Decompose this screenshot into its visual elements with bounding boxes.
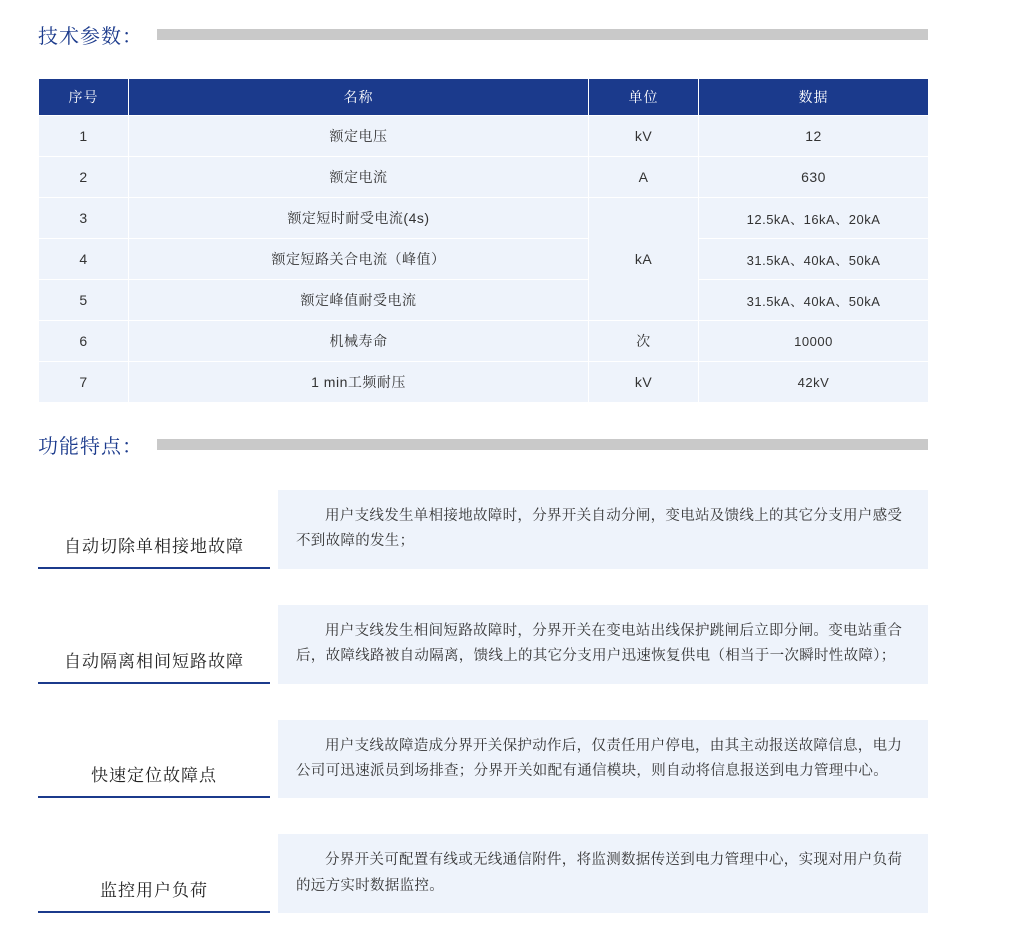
cell-data: 31.5kA、40kA、50kA xyxy=(699,280,929,321)
cell-unit: kV xyxy=(589,362,699,403)
feature-underline xyxy=(38,796,270,798)
feature-label-wrap xyxy=(38,834,278,913)
cell-index: 2 xyxy=(39,157,129,198)
column-header-name: 名称 xyxy=(129,79,589,116)
cell-index: 6 xyxy=(39,321,129,362)
cell-unit: 次 xyxy=(589,321,699,362)
feature-label: 自动切除单相接地故障 xyxy=(64,536,244,556)
features-list xyxy=(38,490,928,949)
feature-label-wrap xyxy=(38,490,278,569)
cell-data: 42kV xyxy=(699,362,929,403)
feature-label: 自动隔离相间短路故障 xyxy=(64,651,244,671)
table-row xyxy=(39,198,929,239)
column-header-index: 序号 xyxy=(39,79,129,116)
feature-description xyxy=(278,834,928,913)
cell-data: 630 xyxy=(699,157,929,198)
cell-index: 1 xyxy=(39,116,129,157)
tech-params-title: 技术参数： xyxy=(38,26,143,48)
cell-data: 31.5kA、40kA、50kA xyxy=(699,239,929,280)
feature-label: 快速定位故障点 xyxy=(91,766,217,786)
feature-description-text: 用户支线发生相间短路故障时，分界开关在变电站出线保护跳闸后立即分闸。变电站重合后，故障线路被自动隔离，馈线上的其它分支用户迅速恢复供电（相当于一次瞬时性故障）； xyxy=(296,622,903,665)
cell-name: 额定短时耐受电流(4s) xyxy=(129,198,589,239)
cell-unit: A xyxy=(589,157,699,198)
cell-name: 额定电压 xyxy=(129,116,589,157)
table-row xyxy=(39,280,929,321)
feature-description xyxy=(278,490,928,569)
table-row xyxy=(39,362,929,403)
cell-data: 12 xyxy=(699,116,929,157)
cell-index: 3 xyxy=(39,198,129,239)
cell-unit: kV xyxy=(589,116,699,157)
cell-index: 5 xyxy=(39,280,129,321)
cell-name: 机械寿命 xyxy=(129,321,589,362)
features-heading xyxy=(38,430,928,459)
tech-params-table xyxy=(38,78,929,403)
cell-index: 7 xyxy=(39,362,129,403)
list-item xyxy=(38,720,928,799)
table-header-row xyxy=(39,79,929,116)
column-header-unit: 单位 xyxy=(589,79,699,116)
feature-description-text: 分界开关可配置有线或无线通信附件，将监测数据传送到电力管理中心，实现对用户负荷的远方实时数据监控。 xyxy=(296,852,903,894)
list-item xyxy=(38,605,928,684)
cell-unit: kA xyxy=(589,198,699,321)
feature-underline xyxy=(38,682,270,684)
list-item xyxy=(38,490,928,569)
feature-description-text: 用户支线发生单相接地故障时，分界开关自动分闸，变电站及馈线上的其它分支用户感受不到故障的发生； xyxy=(296,508,903,550)
feature-description-text: 用户支线故障造成分界开关保护动作后，仅责任用户停电，由其主动报送故障信息，电力公司可迅速派员到场排查；分界开关如配有通信模块，则自动将信息报送到电力管理中心。 xyxy=(296,737,903,779)
column-header-data: 数据 xyxy=(699,79,929,116)
cell-name: 额定峰值耐受电流 xyxy=(129,280,589,321)
cell-name: 额定短路关合电流（峰值） xyxy=(129,239,589,280)
cell-index: 4 xyxy=(39,239,129,280)
list-item xyxy=(38,834,928,913)
heading-rule xyxy=(157,29,928,40)
feature-label-wrap xyxy=(38,720,278,799)
table-row xyxy=(39,321,929,362)
feature-description xyxy=(278,605,928,684)
features-title: 功能特点： xyxy=(38,436,143,458)
feature-label-wrap xyxy=(38,605,278,684)
cell-name: 额定电流 xyxy=(129,157,589,198)
table-row xyxy=(39,239,929,280)
feature-underline xyxy=(38,911,270,913)
feature-description xyxy=(278,720,928,799)
heading-rule xyxy=(157,439,928,450)
feature-underline xyxy=(38,567,270,569)
table-row xyxy=(39,116,929,157)
tech-params-heading xyxy=(38,20,928,49)
cell-data: 12.5kA、16kA、20kA xyxy=(699,198,929,239)
feature-label: 监控用户负荷 xyxy=(100,881,208,900)
cell-name: 1 min工频耐压 xyxy=(129,362,589,403)
table-row xyxy=(39,157,929,198)
cell-data: 10000 xyxy=(699,321,929,362)
